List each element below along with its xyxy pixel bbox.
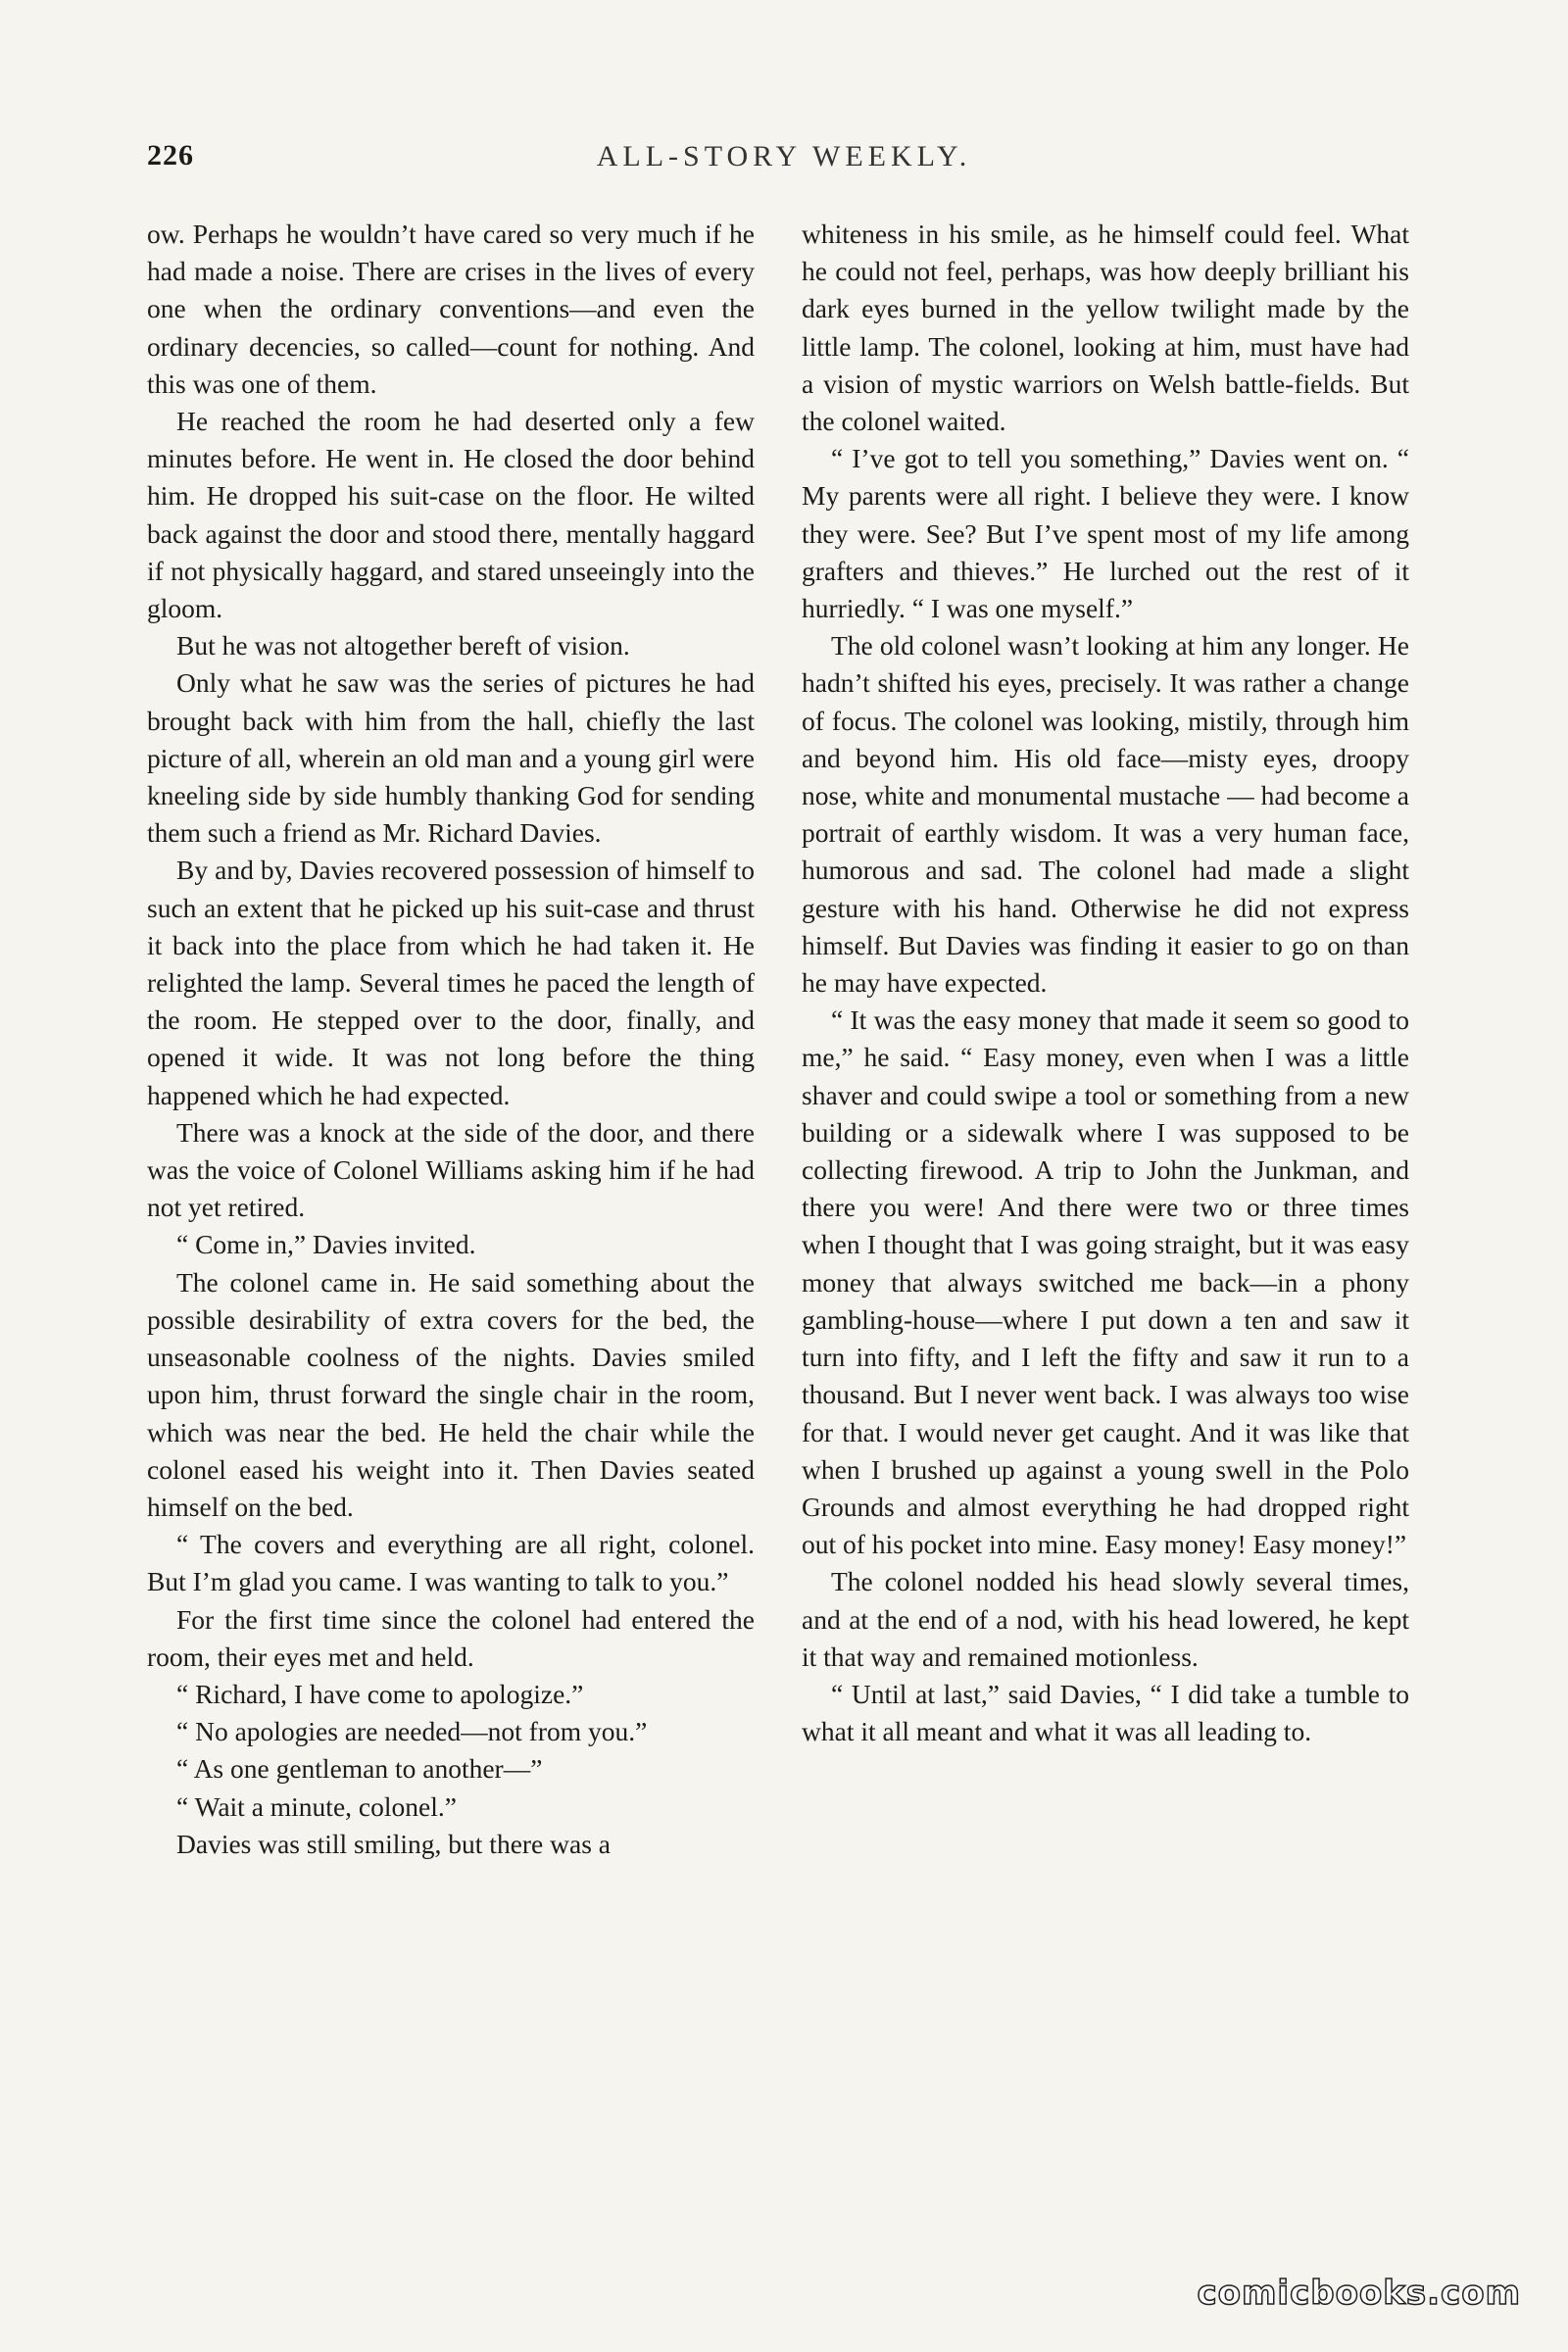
paragraph: “ No apologies are needed—not from you.” (176, 1716, 648, 1747)
paragraph: “ As one gentleman to another—” (176, 1753, 543, 1785)
paragraph: The colonel came in. He said something about the possible desirability of extra covers for the bed, the unseasonable coolness of the nights. Davies smiled upon him, thrust forward the single chair in the room, which was near the bed. He held the chair while the colonel eased his weight into it. Then Davies seated himself on the bed. (147, 1266, 755, 1522)
paragraph: Only what he saw was the series of pictures he had brought back with him from the hall, chiefly the last picture of all, wherein an old man and a young girl were kneeling side by side humbly thanking God for sending them such a friend as Mr. Richard Davies. (147, 667, 755, 849)
paragraph: “ Richard, I have come to apologize.” (176, 1678, 584, 1709)
paragraph: “ Wait a minute, colonel.” (176, 1790, 457, 1822)
paragraph: For the first time since the colonel had entered the room, their eyes met and held. (147, 1603, 755, 1672)
page-number: 226 (147, 139, 194, 172)
paragraph: Davies was still smiling, but there was a (176, 1828, 611, 1859)
paragraph: whiteness in his smile, as he himself could feel. What he could not feel, perhaps, was how deeply brilliant his dark eyes burned in the yellow twilight made by the little lamp. The colonel, looking at him, must have had a vision of mystic warriors on Welsh battle-fields. But the colonel waited. (802, 219, 1409, 437)
paragraph: The colonel nodded his head slowly several times, and at the end of a nod, with his head lowered, he kept it that way and remained motionless. (802, 1566, 1409, 1672)
paragraph: He reached the room he had deserted only a few minutes before. He went in. He closed the door behind him. He dropped his suit-case on the floor. He wilted back against the door and stood there, mentally haggard if not physically haggard, and stared unseeingly into the gloom. (147, 406, 755, 624)
paragraph: “ The covers and everything are all right, colonel. But I’m glad you came. I was wanting to talk to you.” (147, 1529, 755, 1597)
left-column (147, 216, 755, 1863)
paragraph: But he was not altogether bereft of vision. (176, 630, 630, 662)
paragraph: “ Until at last,” said Davies, “ I did take a tumble to what it all meant and what it was all leading to. (802, 1678, 1409, 1747)
paragraph: “ Come in,” Davies invited. (176, 1229, 476, 1260)
paragraph: The old colonel wasn’t looking at him any longer. He hadn’t shifted his eyes, precisely. It was rather a change of focus. The colonel was looking, mistily, through him and beyond him. His old face—misty eyes, droopy nose, white and monumental mustache — had become a portrait of earthly wisdom. It was a very human face, humorous and sad. The colonel had made a slight gesture with his hand. Otherwise he did not express himself. But Davies was finding it easier to go on than he may have expected. (802, 630, 1409, 999)
right-column (802, 216, 1409, 1750)
paragraph: ow. Perhaps he wouldn’t have cared so very much if he had made a noise. There are crises in the lives of every one when the ordinary conventions—and even the ordinary decencies, so called—count for nothing. And this was one of them. (147, 219, 755, 399)
paragraph: “ It was the easy money that made it seem so good to me,” he said. “ Easy money, even when I was a little shaver and could swipe a tool or something from a new building or a sidewalk where I was supposed to be collecting firewood. A trip to John the Junkman, and there you were! And there were two or three times when I thought that I was going straight, but it was easy money that always switched me back—in a phony gambling-house—where I put down a ten and saw it turn into fifty, and I left the fifty and saw it run to a thousand. But I never went back. I was always too wise for that. I would never get caught. And it was like that when I brushed up against a young swell in the Polo Grounds and almost everything he had dropped right out of his pocket into mine. Easy money! Easy money!” (802, 1004, 1409, 1560)
running-head: ALL-STORY WEEKLY. (596, 140, 972, 172)
paragraph: “ I’ve got to tell you something,” Davies went on. “ My parents were all right. I believe they were. I know they were. See? But I’ve spent most of my life among grafters and thieves.” He lurched out the rest of it hurriedly. “ I was one myself.” (802, 443, 1409, 624)
paragraph: There was a knock at the side of the door, and there was the voice of Colonel Williams asking him if he had not yet retired. (147, 1116, 755, 1223)
paragraph: By and by, Davies recovered possession of himself to such an extent that he picked up his suit-case and thrust it back into the place from which he had taken it. He relighted the lamp. Several times he paced the length of the room. He stepped over to the door, finally, and opened it wide. It was not long before the thing happened which he had expected. (147, 855, 755, 1110)
site-watermark: comicbooks.com (1197, 2274, 1521, 2313)
